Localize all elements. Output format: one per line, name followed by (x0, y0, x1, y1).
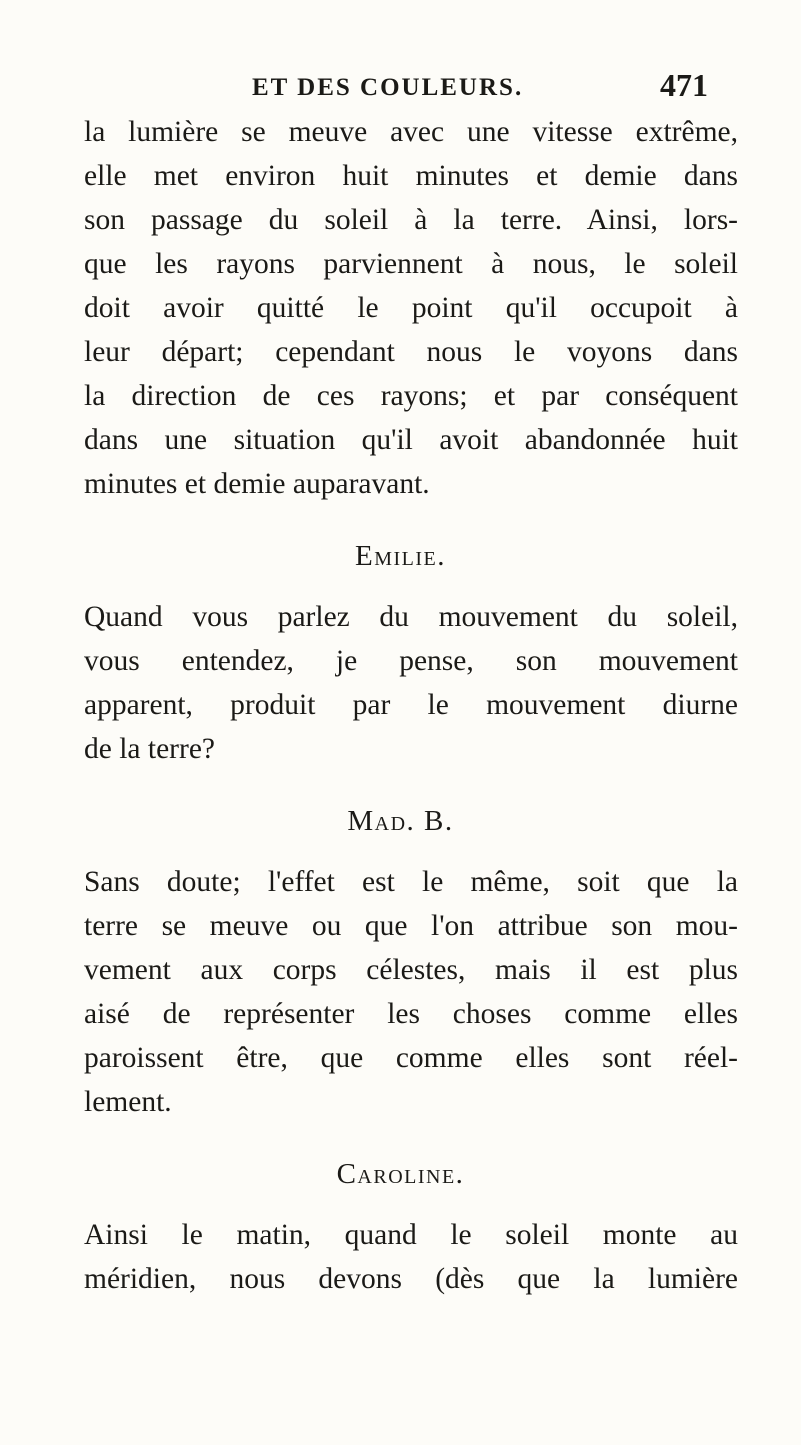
text-line: elle met environ huit minutes et demie dans (84, 160, 738, 192)
text-line: Sans doute; l'effet est le même, soit que la (84, 866, 738, 898)
text-line: que les rayons parviennent à nous, le soleil (84, 248, 738, 280)
text-line: la lumière se meuve avec une vitesse extrême, (84, 116, 738, 148)
speaker-heading: Caroline. (336, 1158, 465, 1190)
text-line: minutes et demie auparavant. (84, 468, 430, 500)
speaker-heading: Mad. B. (347, 805, 454, 837)
running-title: ET DES COULEURS. (252, 74, 524, 101)
text-line: leur départ; cependant nous le voyons dans (84, 336, 738, 368)
text-line: vous entendez, je pense, son mouvement (84, 645, 738, 677)
text-line: Quand vous parlez du mouvement du soleil, (84, 601, 738, 633)
page-number: 471 (660, 67, 708, 103)
text-line: terre se meuve ou que l'on attribue son mou- (84, 910, 738, 942)
text-line: lement. (84, 1086, 172, 1118)
text-line: la direction de ces rayons; et par conséquent (84, 380, 738, 412)
text-line: Ainsi le matin, quand le soleil monte au (84, 1219, 738, 1251)
text-line: doit avoir quitté le point qu'il occupoit à (84, 292, 738, 324)
text-line: aisé de représenter les choses comme elles (84, 998, 738, 1030)
text-line: méridien, nous devons (dès que la lumière (84, 1263, 738, 1295)
text-line: de la terre? (84, 733, 216, 765)
text-line: paroissent être, que comme elles sont réel- (84, 1042, 738, 1074)
text-line: son passage du soleil à la terre. Ainsi, lors- (84, 204, 738, 236)
text-line: dans une situation qu'il avoit abandonnée huit (84, 424, 738, 456)
speaker-heading: Emilie. (354, 540, 446, 572)
text-line: apparent, produit par le mouvement diurne (84, 689, 738, 721)
text-line: vement aux corps célestes, mais il est plus (84, 954, 738, 986)
